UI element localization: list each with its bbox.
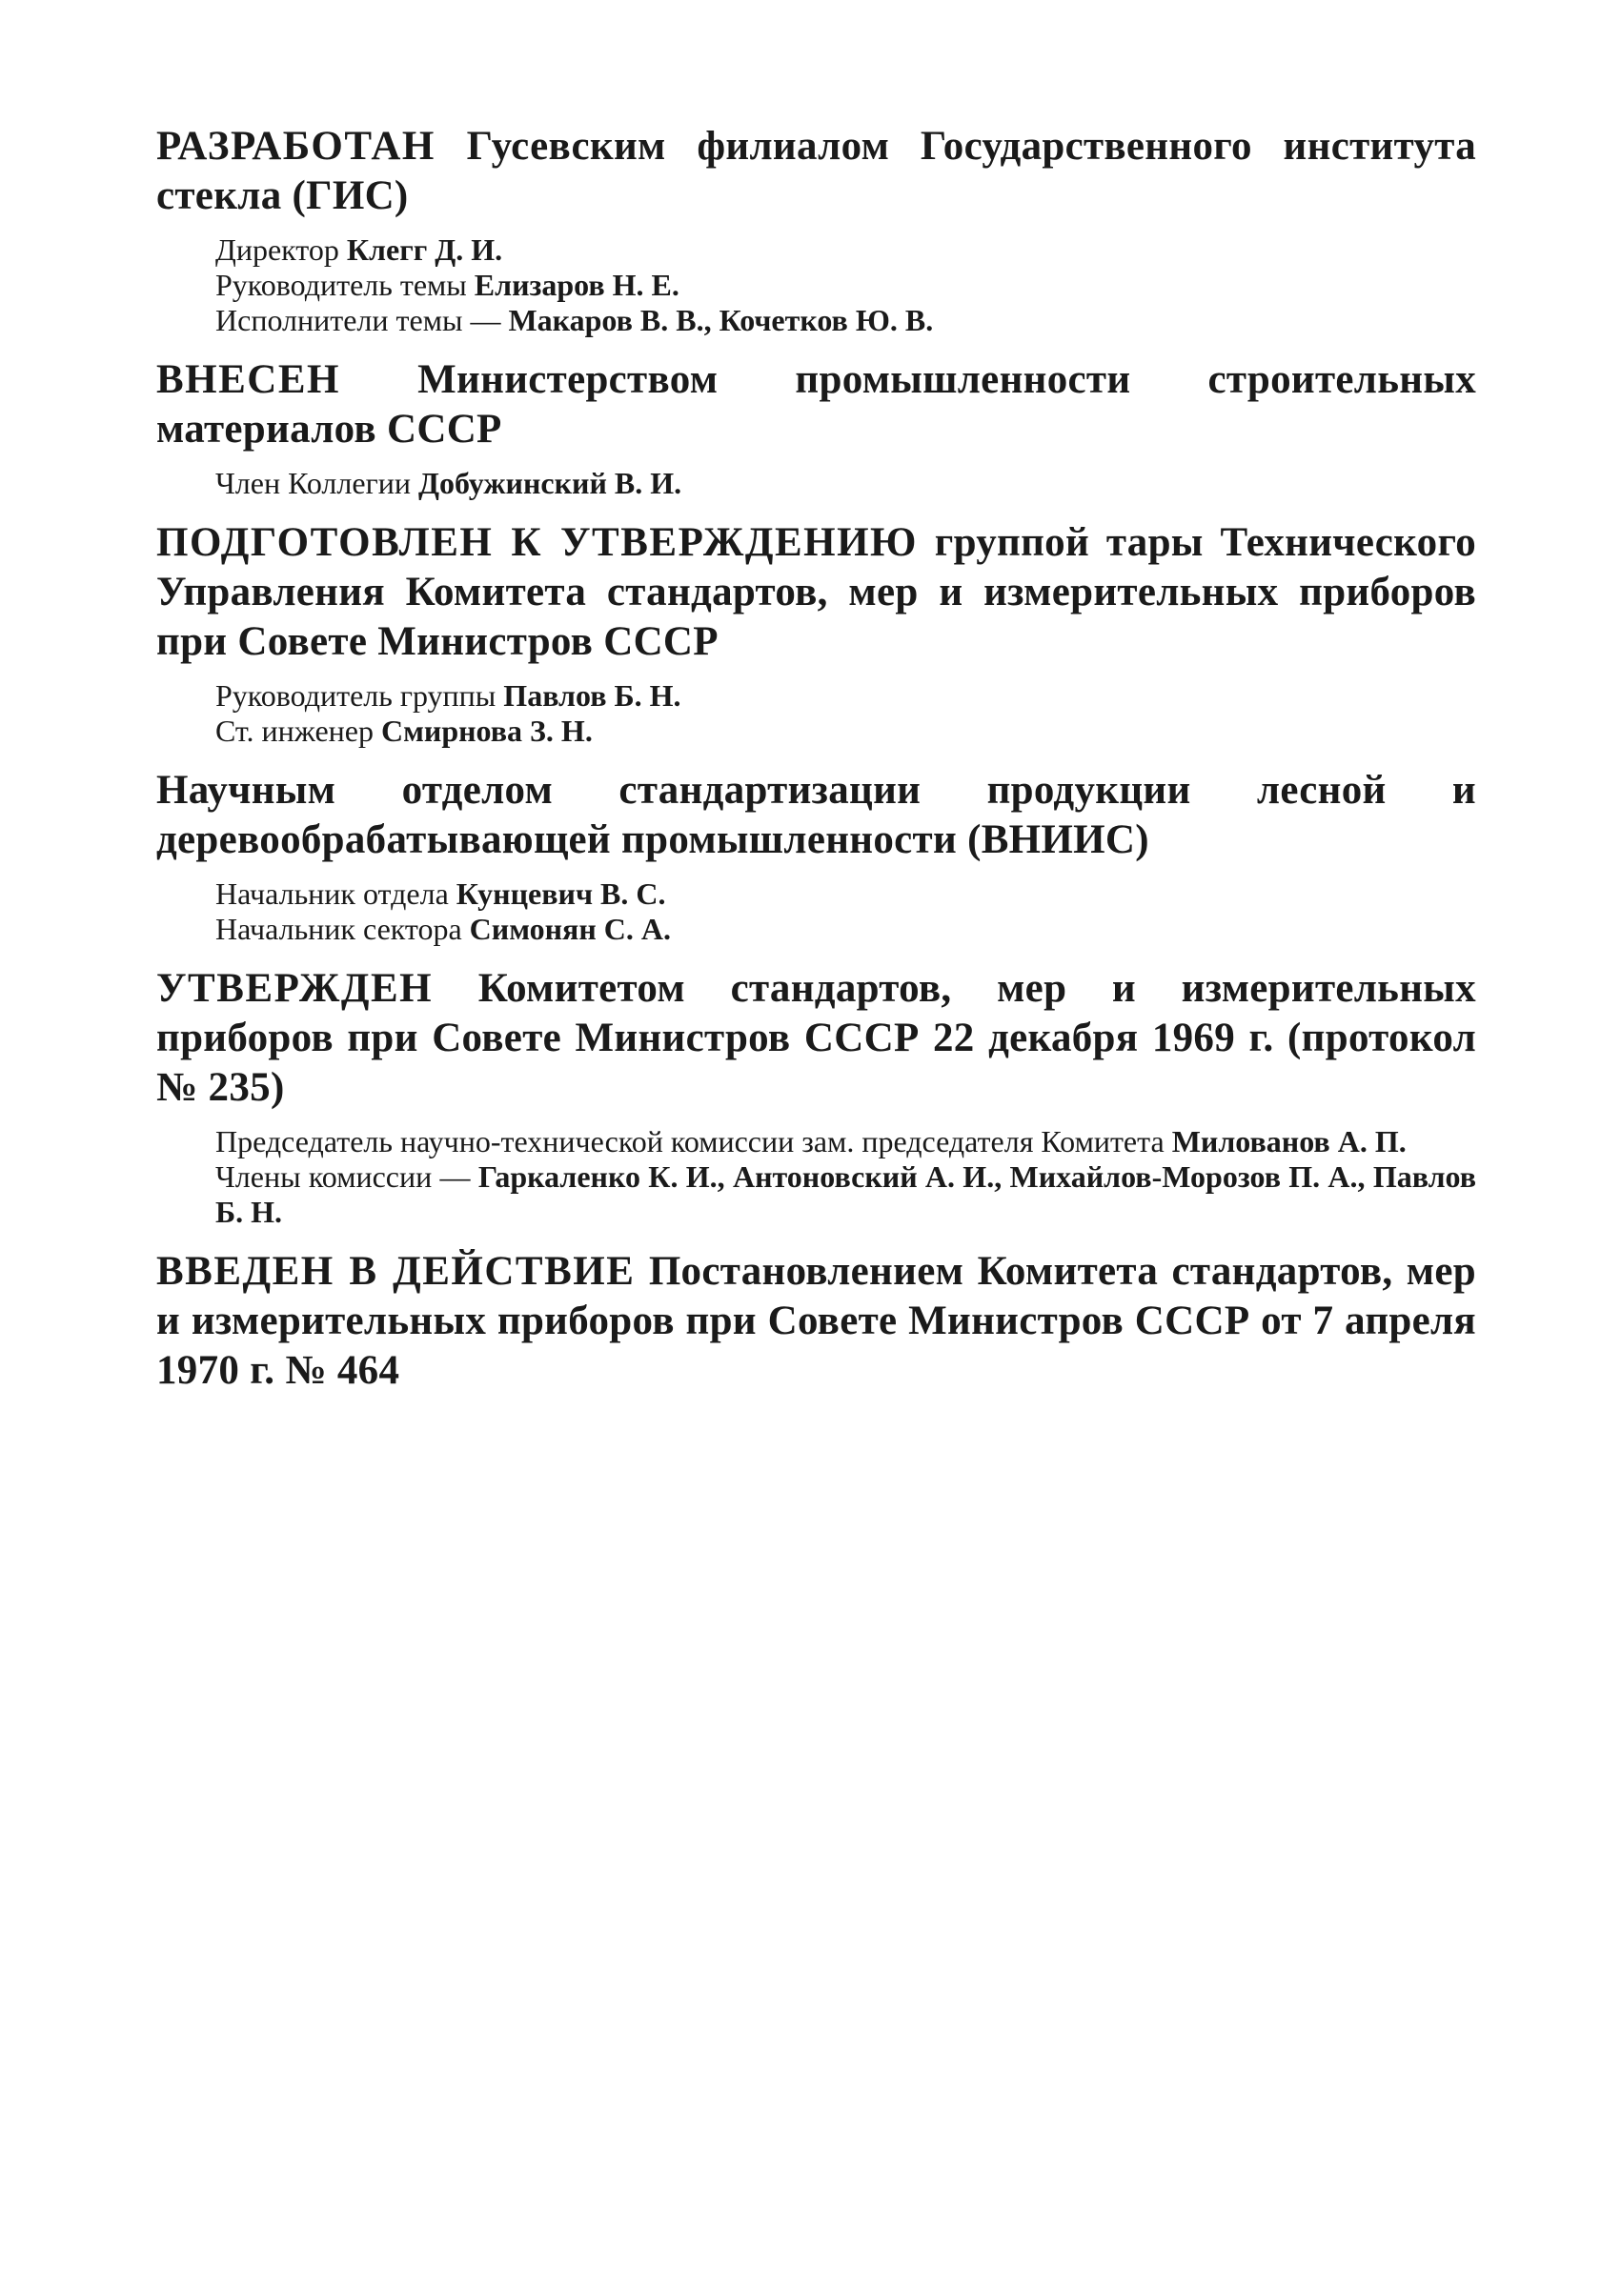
person-names: Симонян С. А.	[469, 912, 671, 946]
section-lead	[156, 355, 1476, 454]
person-names: Павлов Б. Н.	[503, 678, 681, 713]
section-text: Гусевским филиалом Государственного института стекла (ГИС)	[156, 124, 1476, 218]
person-line	[215, 912, 1476, 947]
person-role: Члены комиссии —	[215, 1159, 471, 1194]
section-prepared	[156, 518, 1476, 749]
person-line	[215, 232, 1476, 268]
person-line	[215, 268, 1476, 303]
section-text: Научным отделом стандартизации продукции лесной и деревообрабатывающей промышленности (ВНИИС)	[156, 768, 1476, 862]
people-list	[215, 232, 1476, 338]
section-keyword: ВНЕСЕН	[156, 357, 340, 402]
person-names: Макаров В. В., Кочетков Ю. В.	[508, 303, 934, 337]
section-lead	[156, 122, 1476, 221]
section-lead	[156, 964, 1476, 1113]
people-list	[215, 466, 1476, 501]
person-role: Член Коллегии	[215, 466, 411, 500]
section-enacted	[156, 1247, 1476, 1396]
section-approved	[156, 964, 1476, 1230]
section-submitted	[156, 355, 1476, 501]
person-role: Начальник отдела	[215, 876, 449, 911]
person-names: Гаркаленко К. И., Антоновский А. И., Михайлов-Морозов П. А., Павлов Б. Н.	[215, 1159, 1477, 1229]
person-line	[215, 1124, 1476, 1159]
person-names: Смирнова З. Н.	[380, 714, 593, 748]
section-text: Комитетом стандартов, мер и измерительных приборов при Совете Министров СССР 22 декабря 1969 г. (протокол № 235)	[156, 966, 1476, 1110]
section-text: Министерством промышленности строительных материалов СССР	[156, 357, 1476, 452]
person-role: Директор	[215, 232, 339, 267]
person-role: Начальник сектора	[215, 912, 462, 946]
person-names: Клегг Д. И.	[346, 232, 503, 267]
section-scientific-dept	[156, 766, 1476, 947]
person-line	[215, 303, 1476, 338]
person-names: Кунцевич В. С.	[456, 876, 666, 911]
people-list	[215, 678, 1476, 749]
person-role: Исполнители темы —	[215, 303, 501, 337]
person-role: Председатель научно-технической комиссии зам. председателя Комитета	[215, 1124, 1165, 1158]
person-names: Елизаров Н. Е.	[474, 268, 679, 302]
section-lead	[156, 1247, 1476, 1396]
section-lead	[156, 518, 1476, 667]
section-lead	[156, 766, 1476, 865]
person-line	[215, 714, 1476, 749]
person-role: Ст. инженер	[215, 714, 374, 748]
section-keyword: УТВЕРЖДЕН	[156, 966, 434, 1011]
person-role: Руководитель группы	[215, 678, 496, 713]
person-role: Руководитель темы	[215, 268, 467, 302]
section-developed	[156, 122, 1476, 338]
people-list	[215, 876, 1476, 947]
person-names: Милованов А. П.	[1171, 1124, 1407, 1158]
section-text: группой тары Технического Управления Комитета стандартов, мер и измерительных приборов при Совете Министров СССР	[156, 520, 1476, 664]
section-text: Постановлением Комитета стандартов, мер и измерительных приборов при Совете Министров СССР от 7 апреля 1970 г. № 464	[156, 1249, 1476, 1393]
people-list	[215, 1124, 1476, 1230]
person-line	[215, 1159, 1476, 1230]
person-line	[215, 876, 1476, 912]
person-line	[215, 466, 1476, 501]
person-line	[215, 678, 1476, 714]
person-names: Добужинский В. И.	[417, 466, 682, 500]
section-keyword: ВВЕДЕН В ДЕЙСТВИЕ	[156, 1249, 636, 1294]
section-keyword: ПОДГОТОВЛЕН К УТВЕРЖДЕНИЮ	[156, 520, 918, 565]
section-keyword: РАЗРАБОТАН	[156, 124, 436, 169]
